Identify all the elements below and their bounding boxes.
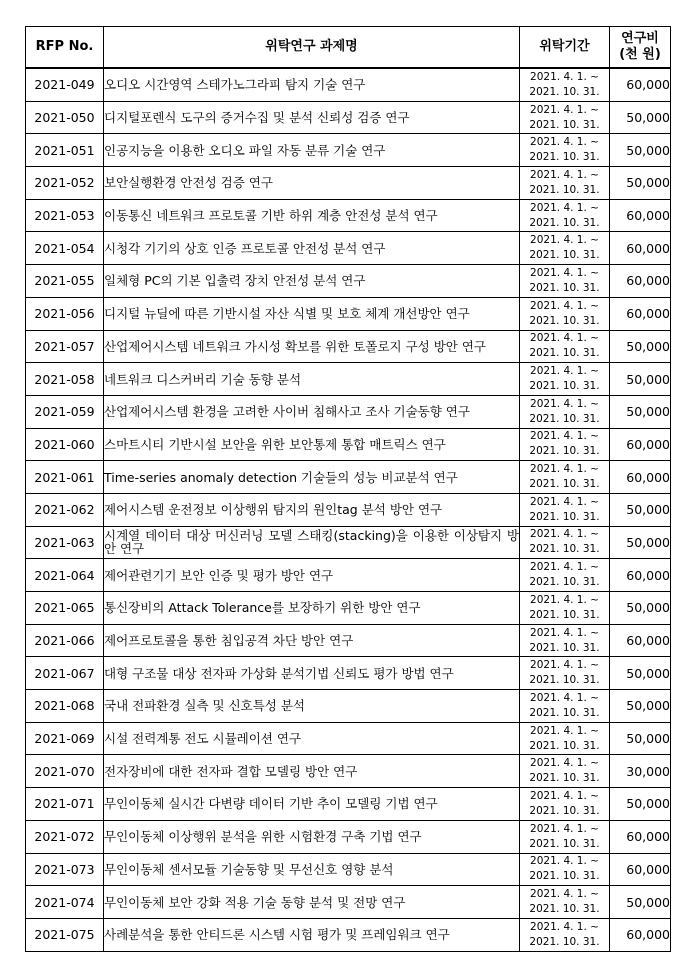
table-row <box>26 755 671 788</box>
project-title: 대형 구조물 대상 전자파 가상화 분석기법 신뢰도 평가 방법 연구 <box>104 657 520 690</box>
contract-period <box>520 265 610 298</box>
contract-period <box>520 68 610 101</box>
contract-period <box>520 853 610 886</box>
contract-period <box>520 722 610 755</box>
research-cost: 50,000 <box>610 101 671 134</box>
project-title: 디지털포렌식 도구의 증거수집 및 분석 신뢰성 검증 연구 <box>104 101 520 134</box>
period-end: 2021. 10. 31. <box>529 445 600 458</box>
rfp-number: 2021-064 <box>26 559 104 592</box>
period-end: 2021. 10. 31. <box>529 935 600 948</box>
project-title: 디지털 뉴딜에 따른 기반시설 자산 식별 및 보호 체계 개선방안 연구 <box>104 297 520 330</box>
period-start: 2021. 4. 1. ~ <box>530 103 599 116</box>
contract-period <box>520 886 610 919</box>
research-cost: 50,000 <box>610 690 671 723</box>
project-title: 무인이동체 실시간 다변량 데이터 기반 추이 모델링 기법 연구 <box>104 788 520 821</box>
period-end: 2021. 10. 31. <box>529 118 600 131</box>
period-start: 2021. 4. 1. ~ <box>530 463 599 476</box>
rfp-number: 2021-074 <box>26 886 104 919</box>
period-end: 2021. 10. 31. <box>529 151 600 164</box>
period-start: 2021. 4. 1. ~ <box>530 822 599 835</box>
rfp-number: 2021-072 <box>26 820 104 853</box>
research-cost: 60,000 <box>610 68 671 101</box>
project-title: 제어관련기기 보안 인증 및 평가 방안 연구 <box>104 559 520 592</box>
period-start: 2021. 4. 1. ~ <box>530 201 599 214</box>
project-title: 이동통신 네트워크 프로토콜 기반 하위 계층 안전성 분석 연구 <box>104 199 520 232</box>
project-title: 보안실행환경 안전성 검증 연구 <box>104 167 520 200</box>
period-end: 2021. 10. 31. <box>529 674 600 687</box>
rfp-number: 2021-051 <box>26 134 104 167</box>
rfp-number: 2021-069 <box>26 722 104 755</box>
table-row <box>26 461 671 494</box>
period-end: 2021. 10. 31. <box>529 281 600 294</box>
period-end: 2021. 10. 31. <box>529 478 600 491</box>
research-cost: 50,000 <box>610 526 671 559</box>
rfp-number: 2021-067 <box>26 657 104 690</box>
project-title: 시설 전력계통 전도 시뮬레이션 연구 <box>104 722 520 755</box>
rfp-number: 2021-053 <box>26 199 104 232</box>
period-start: 2021. 4. 1. ~ <box>530 430 599 443</box>
project-title: 무인이동체 이상행위 분석을 위한 시험환경 구축 기법 연구 <box>104 820 520 853</box>
rfp-number: 2021-050 <box>26 101 104 134</box>
header-row <box>26 27 671 69</box>
period-end: 2021. 10. 31. <box>529 804 600 817</box>
contract-period <box>520 559 610 592</box>
table-row <box>26 624 671 657</box>
table-header <box>26 27 671 69</box>
research-cost: 60,000 <box>610 232 671 265</box>
period-end: 2021. 10. 31. <box>529 380 600 393</box>
project-title: 일체형 PC의 기본 입출력 장치 안전성 분석 연구 <box>104 265 520 298</box>
period-end: 2021. 10. 31. <box>529 543 600 556</box>
contract-period <box>520 918 610 951</box>
period-start: 2021. 4. 1. ~ <box>530 789 599 802</box>
rfp-number: 2021-066 <box>26 624 104 657</box>
header-cost <box>610 27 671 69</box>
rfp-number: 2021-062 <box>26 493 104 526</box>
period-end: 2021. 10. 31. <box>529 772 600 785</box>
table-row <box>26 232 671 265</box>
contract-period <box>520 690 610 723</box>
contract-period <box>520 428 610 461</box>
rfp-number: 2021-058 <box>26 363 104 396</box>
table-row <box>26 918 671 951</box>
table-row <box>26 134 671 167</box>
project-title: 사례분석을 통한 안티드론 시스템 시험 평가 및 프레임워크 연구 <box>104 918 520 951</box>
header-rfp-no: RFP No. <box>26 27 104 69</box>
period-start: 2021. 4. 1. ~ <box>530 168 599 181</box>
project-title: 산업제어시스템 네트워크 가시성 확보를 위한 토폴로지 구성 방안 연구 <box>104 330 520 363</box>
period-start: 2021. 4. 1. ~ <box>530 757 599 770</box>
period-end: 2021. 10. 31. <box>529 837 600 850</box>
contract-period <box>520 134 610 167</box>
period-start: 2021. 4. 1. ~ <box>530 528 599 541</box>
rfp-number: 2021-057 <box>26 330 104 363</box>
period-end: 2021. 10. 31. <box>529 216 600 229</box>
contract-period <box>520 755 610 788</box>
period-end: 2021. 10. 31. <box>529 314 600 327</box>
project-title: 시계열 데이터 대상 머신러닝 모델 스태킹(stacking)을 이용한 이상탐지 방안 연구 <box>104 526 520 559</box>
table-row <box>26 657 671 690</box>
period-start: 2021. 4. 1. ~ <box>530 234 599 247</box>
contract-period <box>520 363 610 396</box>
period-start: 2021. 4. 1. ~ <box>530 266 599 279</box>
period-end: 2021. 10. 31. <box>529 608 600 621</box>
research-cost: 50,000 <box>610 722 671 755</box>
rfp-number: 2021-052 <box>26 167 104 200</box>
contract-period <box>520 167 610 200</box>
rfp-number: 2021-049 <box>26 68 104 101</box>
research-cost: 50,000 <box>610 886 671 919</box>
contract-period <box>520 820 610 853</box>
rfp-number: 2021-063 <box>26 526 104 559</box>
research-cost: 60,000 <box>610 461 671 494</box>
contract-period <box>520 526 610 559</box>
project-title: 인공지능을 이용한 오디오 파일 자동 분류 기술 연구 <box>104 134 520 167</box>
table-row <box>26 886 671 919</box>
period-start: 2021. 4. 1. ~ <box>530 626 599 639</box>
period-start: 2021. 4. 1. ~ <box>530 332 599 345</box>
project-title: 스마트시티 기반시설 보안을 위한 보안통제 통합 매트릭스 연구 <box>104 428 520 461</box>
table-row <box>26 788 671 821</box>
table-row <box>26 297 671 330</box>
rfp-number: 2021-054 <box>26 232 104 265</box>
period-start: 2021. 4. 1. ~ <box>530 495 599 508</box>
project-title: 통신장비의 Attack Tolerance를 보장하기 위한 방안 연구 <box>104 592 520 625</box>
period-end: 2021. 10. 31. <box>529 183 600 196</box>
period-end: 2021. 10. 31. <box>529 903 600 916</box>
table-row <box>26 690 671 723</box>
table-body <box>26 68 671 951</box>
research-cost: 50,000 <box>610 788 671 821</box>
period-end: 2021. 10. 31. <box>529 347 600 360</box>
rfp-number: 2021-056 <box>26 297 104 330</box>
research-cost: 50,000 <box>610 134 671 167</box>
contract-period <box>520 461 610 494</box>
header-cost-line1: 연구비 <box>621 31 659 46</box>
contract-period <box>520 395 610 428</box>
project-title: 오디오 시간영역 스테가노그라피 탐지 기술 연구 <box>104 68 520 101</box>
table-row <box>26 101 671 134</box>
research-cost: 50,000 <box>610 330 671 363</box>
contract-period <box>520 199 610 232</box>
period-start: 2021. 4. 1. ~ <box>530 691 599 704</box>
research-cost: 60,000 <box>610 820 671 853</box>
period-start: 2021. 4. 1. ~ <box>530 561 599 574</box>
rfp-table <box>25 26 671 952</box>
research-cost: 60,000 <box>610 428 671 461</box>
table-row <box>26 363 671 396</box>
period-end: 2021. 10. 31. <box>529 412 600 425</box>
project-title: 무인이동체 센서모듈 기술동향 및 무선신호 영향 분석 <box>104 853 520 886</box>
table-row <box>26 199 671 232</box>
table-row <box>26 820 671 853</box>
research-cost: 60,000 <box>610 559 671 592</box>
rfp-number: 2021-060 <box>26 428 104 461</box>
rfp-number: 2021-075 <box>26 918 104 951</box>
rfp-number: 2021-061 <box>26 461 104 494</box>
project-title: 네트워크 디스커버리 기술 동향 분석 <box>104 363 520 396</box>
period-start: 2021. 4. 1. ~ <box>530 397 599 410</box>
table-row <box>26 265 671 298</box>
period-end: 2021. 10. 31. <box>529 510 600 523</box>
rfp-number: 2021-065 <box>26 592 104 625</box>
research-cost: 50,000 <box>610 167 671 200</box>
contract-period <box>520 788 610 821</box>
header-cost-line2: (천 원) <box>619 47 661 62</box>
period-end: 2021. 10. 31. <box>529 870 600 883</box>
period-start: 2021. 4. 1. ~ <box>530 659 599 672</box>
contract-period <box>520 592 610 625</box>
table-row <box>26 395 671 428</box>
research-cost: 60,000 <box>610 265 671 298</box>
period-start: 2021. 4. 1. ~ <box>530 299 599 312</box>
period-start: 2021. 4. 1. ~ <box>530 888 599 901</box>
research-cost: 50,000 <box>610 592 671 625</box>
project-title: 무인이동체 보안 강화 적용 기술 동향 분석 및 전망 연구 <box>104 886 520 919</box>
project-title: 산업제어시스템 환경을 고려한 사이버 침해사고 조사 기술동향 연구 <box>104 395 520 428</box>
contract-period <box>520 297 610 330</box>
period-start: 2021. 4. 1. ~ <box>530 136 599 149</box>
table-row <box>26 592 671 625</box>
table-row <box>26 853 671 886</box>
project-title: 제어시스템 운전정보 이상행위 탐지의 원인tag 분석 방안 연구 <box>104 493 520 526</box>
header-period: 위탁기간 <box>520 27 610 69</box>
header-title: 위탁연구 과제명 <box>104 27 520 69</box>
research-cost: 50,000 <box>610 395 671 428</box>
research-cost: 50,000 <box>610 493 671 526</box>
table-row <box>26 428 671 461</box>
period-end: 2021. 10. 31. <box>529 706 600 719</box>
rfp-number: 2021-071 <box>26 788 104 821</box>
project-title: 전자장비에 대한 전자파 결합 모델링 방안 연구 <box>104 755 520 788</box>
table-row <box>26 493 671 526</box>
period-end: 2021. 10. 31. <box>529 249 600 262</box>
rfp-number: 2021-055 <box>26 265 104 298</box>
period-start: 2021. 4. 1. ~ <box>530 724 599 737</box>
table-row <box>26 68 671 101</box>
rfp-number: 2021-059 <box>26 395 104 428</box>
contract-period <box>520 624 610 657</box>
period-end: 2021. 10. 31. <box>529 641 600 654</box>
research-cost: 60,000 <box>610 918 671 951</box>
research-cost: 60,000 <box>610 853 671 886</box>
project-title: 국내 전파환경 실측 및 신호특성 분석 <box>104 690 520 723</box>
research-cost: 30,000 <box>610 755 671 788</box>
research-cost: 60,000 <box>610 199 671 232</box>
research-cost: 60,000 <box>610 624 671 657</box>
period-end: 2021. 10. 31. <box>529 85 600 98</box>
rfp-number: 2021-070 <box>26 755 104 788</box>
period-end: 2021. 10. 31. <box>529 576 600 589</box>
contract-period <box>520 330 610 363</box>
period-start: 2021. 4. 1. ~ <box>530 365 599 378</box>
project-title: 제어프로토콜을 통한 침입공격 차단 방안 연구 <box>104 624 520 657</box>
table-row <box>26 167 671 200</box>
table-row <box>26 526 671 559</box>
research-cost: 50,000 <box>610 657 671 690</box>
research-cost: 60,000 <box>610 297 671 330</box>
period-start: 2021. 4. 1. ~ <box>530 70 599 83</box>
period-start: 2021. 4. 1. ~ <box>530 855 599 868</box>
contract-period <box>520 493 610 526</box>
project-title: Time-series anomaly detection 기술들의 성능 비교분석 연구 <box>104 461 520 494</box>
contract-period <box>520 232 610 265</box>
period-start: 2021. 4. 1. ~ <box>530 593 599 606</box>
table-row <box>26 330 671 363</box>
table-row <box>26 722 671 755</box>
research-cost: 50,000 <box>610 363 671 396</box>
project-title: 시청각 기기의 상호 인증 프로토콜 안전성 분석 연구 <box>104 232 520 265</box>
table-row <box>26 559 671 592</box>
period-start: 2021. 4. 1. ~ <box>530 920 599 933</box>
contract-period <box>520 101 610 134</box>
period-end: 2021. 10. 31. <box>529 739 600 752</box>
rfp-number: 2021-068 <box>26 690 104 723</box>
rfp-number: 2021-073 <box>26 853 104 886</box>
contract-period <box>520 657 610 690</box>
